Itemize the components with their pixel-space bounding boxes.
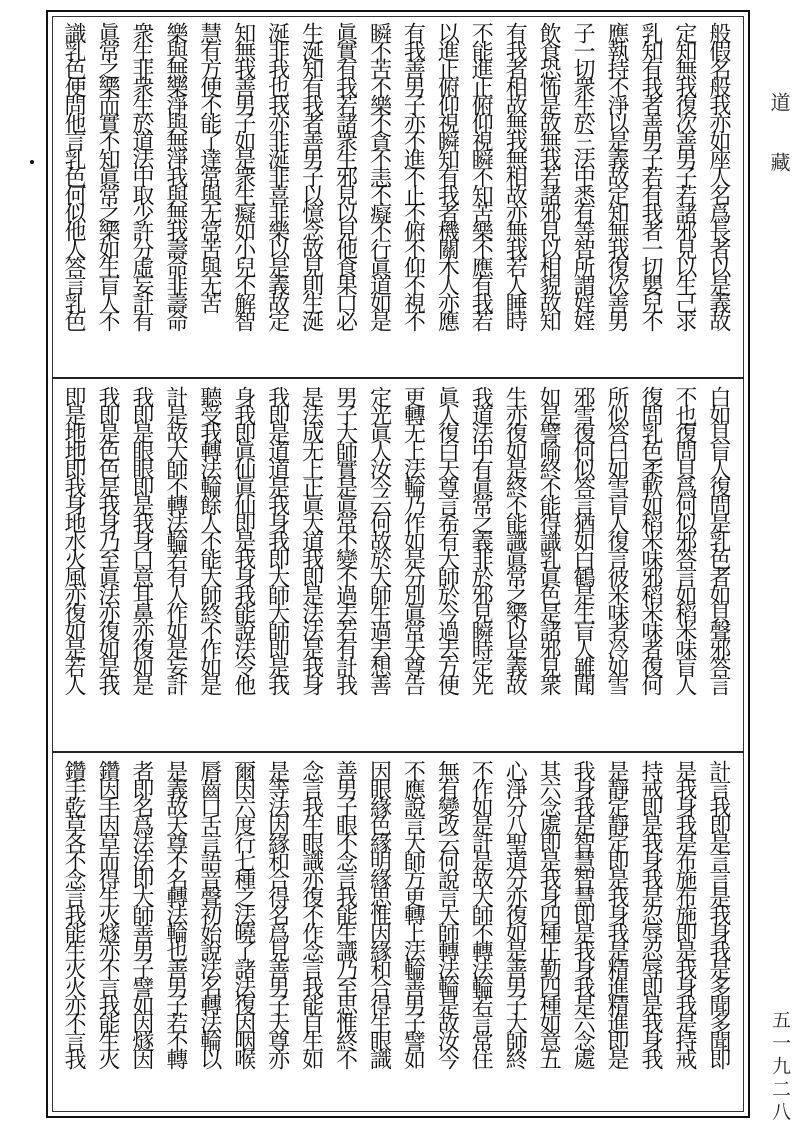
text-column: 眞實有我若諸衆生邪見以見他食果口必 — [332, 22, 358, 328]
text-column: 定知無我復次善男子若諸邪見以生己求 — [671, 22, 697, 328]
text-column: 樂與無樂淨與無淨我與無我壽命非壽命 — [162, 22, 188, 328]
text-column: 子一切衆生於三法中悉有等智所謂婬婬 — [570, 22, 596, 328]
text-column: 是我身我是布施布施即是我身我是持戒 — [671, 760, 697, 1066]
text-column: 鑽手乾草各不念言我能生火火亦不言我 — [61, 760, 86, 1066]
text-column: 如是譬喻終不能得識乳眞色是諸邪見衆 — [536, 386, 562, 692]
panel-divider-2 — [52, 751, 744, 753]
text-column: 計是故大師不轉法輪若有人作如是妄計 — [162, 386, 188, 692]
text-column: 知無我善男子如是衆生癡如小兒不解智 — [230, 22, 256, 328]
text-column: 念言我生眼識亦復不作念言我能自生如 — [298, 760, 324, 1066]
text-panel-bottom — [58, 760, 734, 1116]
text-column: 聽受我轉法輪餘人不能大師終不作如是 — [196, 386, 222, 692]
text-column: 復問乳色柔軟如稻米味邪稻米味者復何 — [637, 386, 663, 692]
text-column: 者即名爲法法即大師善男子譬如因燧因 — [128, 760, 154, 1066]
text-column: 不應說言大師方更轉上法輪善男子譬如 — [400, 760, 426, 1066]
text-column: 是法成无上正眞大道我即是法法是我身 — [298, 386, 324, 692]
text-column: 不作如是計是故大師不轉法輪若言常住 — [468, 760, 494, 1066]
text-column: 生亦復如是終不能識眞常之樂以是義故 — [502, 386, 528, 692]
text-column: 身我即眞仙眞仙即是我身我能說法令他 — [230, 386, 256, 692]
text-column: 我即是色色是我身乃至眞法亦復如是我 — [94, 386, 120, 692]
text-column: 即是地地即我身地水火風亦復如是若人 — [61, 386, 86, 692]
text-column: 我身我是智慧智慧即是我身我是六念處 — [570, 760, 596, 1066]
text-column: 持戒即是我身我是忍辱忍辱即是我身我 — [637, 760, 663, 1066]
text-column: 不也復問貝爲何似邪答言如稻米味盲人 — [671, 386, 697, 692]
text-column: 因眼緣色緣明緣思惟因緣和合得生眼識 — [366, 760, 392, 1066]
text-column: 識乳色便問他言乳色何似他人答言乳色 — [61, 22, 86, 328]
text-column: 眞人復白天尊言希有大師於今過去方便 — [434, 386, 460, 692]
text-column: 生涎知有我者善男子以憶念故見則生涎 — [298, 22, 324, 328]
text-column: 慧有方便不能了達常與无常苦與无苦 — [196, 22, 222, 310]
text-column: 善男子眼不念言我能生識乃至思惟終不 — [332, 760, 358, 1066]
text-column: 有我善男子亦不進不止不俯不仰不視不 — [400, 22, 426, 328]
text-column: 脣齒口舌言語音聲初始說法名轉法輪以 — [196, 760, 222, 1066]
text-column: 邪雪復何似答言猶如白鶴是生盲人雖聞 — [570, 386, 596, 692]
text-column: 鑽因手因草而得生火燧亦不言我能生火 — [94, 760, 120, 1066]
text-column: 是等法因緣和合得名爲見善男子天尊亦 — [264, 760, 290, 1066]
text-column: 計言我即是言言是我身我是多聞多聞即 — [705, 760, 731, 1066]
text-column: 乳知有我者善男子若有我者一切嬰兒不 — [637, 22, 663, 328]
text-column: 是靜定靜定即是我身我是精進精進即是 — [604, 760, 629, 1066]
text-panel-top — [58, 22, 734, 378]
text-column: 我道法中有眞常之義非於邪見瞬時定光 — [468, 386, 494, 692]
text-column: 我即是眼眼即是我身口意耳鼻亦復如是 — [128, 386, 154, 692]
text-column: 般假名般我亦如座人名爲長者以是義故 — [705, 22, 731, 328]
margin-page-number: 五一九二八 — [769, 1010, 791, 1125]
margin-title: 道藏 — [767, 92, 791, 212]
text-column: 定光眞人汝今云何故於大師生過去想善 — [366, 386, 392, 692]
text-column: 衆生非衆生於道法中取少許分虛妄計有 — [128, 22, 154, 328]
text-column: 男子大師實是眞常不變不過去若有計我 — [332, 386, 358, 692]
text-column: 涎非我也我亦非涎非喜非樂以是義故定 — [264, 22, 290, 328]
text-column: 更轉无上法輪乃作如是分別眞常天尊告 — [400, 386, 426, 692]
text-column: 我即是道道是我身我即大師大師即是我 — [264, 386, 290, 692]
margin-dot — [30, 160, 34, 164]
text-column: 是義故天尊不名轉法輪也善男子若不轉 — [162, 760, 188, 1066]
text-column: 應執持不淨以是義故定知無我復次善男 — [604, 22, 629, 328]
text-column: 有我者相故無我無相故亦無我若人睡時 — [502, 22, 528, 328]
text-column: 以進止俯仰視瞬知有我者機關木人亦應 — [434, 22, 460, 328]
text-column: 其六念處即是我身四種正勤四種如意五 — [536, 760, 562, 1066]
text-column: 心淨分八聖道分亦復如是善男子大師終 — [502, 760, 528, 1066]
text-column: 白如貝盲人復問是乳色者如貝聲邪答言 — [705, 386, 731, 692]
text-panel-middle — [58, 386, 734, 742]
text-column: 眞常之樂而實不知眞常之樂如生盲人不 — [94, 22, 120, 328]
text-column: 飲食恐怖是故無我若諸邪見以相貌故知 — [536, 22, 562, 328]
text-column: 無有變改云何說言大師轉法輪是故汝今 — [434, 760, 460, 1066]
text-column: 爾因六度行七種之法曉了諸法復因咽喉 — [230, 760, 256, 1066]
text-column: 所似答曰如雪盲人復言彼米味者冷如雪 — [604, 386, 629, 692]
text-column: 瞬不苦不樂不貪不恚不癡不行眞道如是 — [366, 22, 392, 328]
text-column: 不能進止俯仰視瞬不知苦樂不應有我若 — [468, 22, 494, 328]
